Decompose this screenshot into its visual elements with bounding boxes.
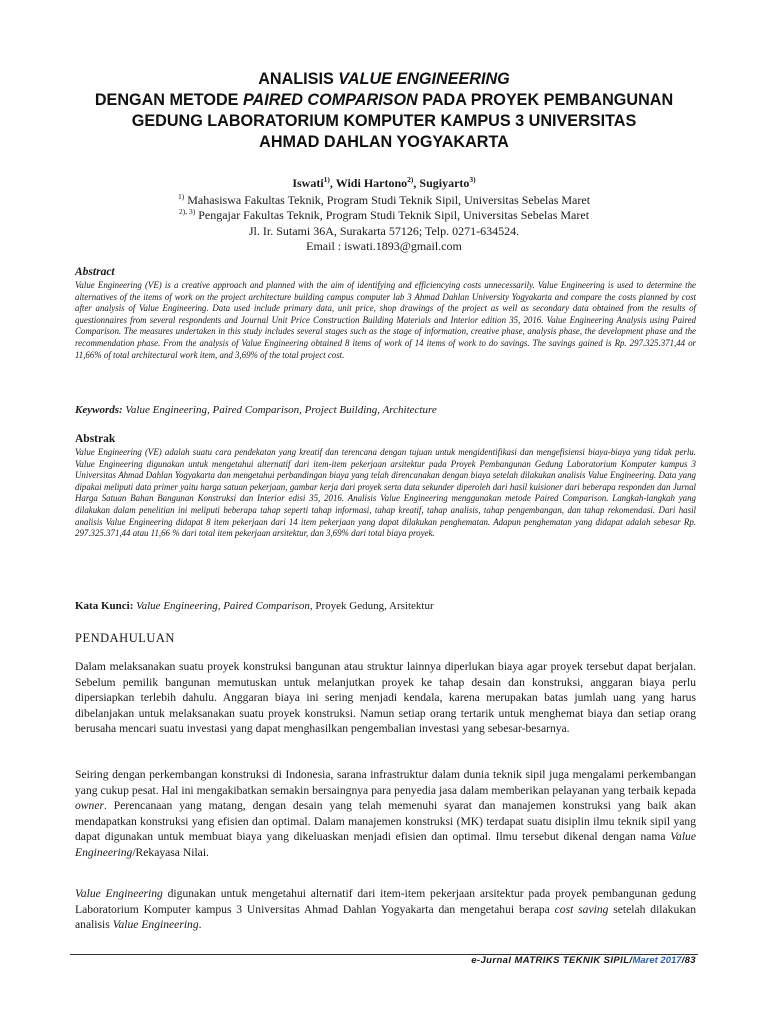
kata-kunci-label: Kata Kunci: [75,600,134,612]
keywords-value: Value Engineering, Paired Comparison, Project Building, Architecture [122,404,437,416]
affiliation-2: $^{2), 3)}$ Pengajar Fakultas Teknik, Program Studi Teknik Sipil, Universitas Sebelas Maret [178,207,590,222]
paragraph-1: Dalam melaksanakan suatu proyek konstruksi bangunan atau struktur lainnya diperlukan biaya agar proyek tersebut dapat berjalan. Sebelum pemilik bangunan memutuskan untuk melanjutkan proyek ke tahap desain dan konstruksi, anggaran biaya perlu dipersiapkan terlebih dahulu. Anggaran biaya ini sering menjadi kendala, karena merupakan batas jumlah uang yang harus dibelanjakan untuk melaksanakan suatu proyek konstruksi. Namun setiap orang tertarik untuk menghemat biaya dan setiap orang berusaha mencari suatu investasi yang dapat menghasilkan pengembalian investasi yang sebesar-besarnya. [75,660,696,736]
affiliation-1: $^{1)}$ Mahasiswa Fakultas Teknik, Program Studi Teknik Sipil, Universitas Sebelas Maret [177,191,591,207]
page-footer [471,955,696,966]
abstrak-heading: Abstrak [75,433,116,445]
paragraph-2: Seiring dengan perkembangan konstruksi di Indonesia, sarana infrastruktur dalam dunia teknik sipil juga mengalami perkembangan yang cukup pesat. Hal ini mengakibatkan semakin bersaingnya para penyedia jasa dalam memberikan pelayanan yang terbaik kepada owner. Perencanaan yang matang, dengan desain yang telah memenuhi syarat dan manajemen konstruksi yang baik akan mendapatkan konstruksi yang efisien dan optimal. Dalam manajemen konstruksi (MK) terdapat suatu disiplin ilmu teknik sipil yang dapat digunakan untuk membuat biaya yang dikeluaskan menjadi efisien dan optimal. Ilmu tersebut dikenal dengan nama Value Engineering/Rekayasa Nilai. [75,768,696,859]
page-number: /83 [681,955,696,966]
title-line-3: GEDUNG LABORATORIUM KOMPUTER KAMPUS 3 UNIVERSITAS [131,112,637,130]
keywords-label: Keywords: [75,404,123,416]
paragraph-3: Value Engineering digunakan untuk mengetahui alternatif dari item-item pekerjaan arsitektur pada proyek pembangunan gedung Laboratorium Komputer kampus 3 Universitas Ahmad Dahlan Yogyakarta dan mengetahui berapa cost saving setelah dilakukan analisis Value Engineering. [75,887,697,932]
title-line-2: DENGAN METODE PAIRED COMPARISON PADA PROYEK PEMBANGUNAN [94,91,674,109]
keywords [75,404,696,416]
author-names: Iswati$^{1)}$, Widi Hartono$^{2)}$, Sugiyarto$^{3)}$ [292,175,476,190]
issue-date: Maret 2017 [632,955,682,966]
abstrak-text: Value Engineering (VE) adalah suatu cara pendekatan yang kreatif dan terencana dengan tujuan untuk mengidentifikasi dan mengefisiensi biaya-biaya yang tidak perlu. Value Engineering digunakan untuk mengetahui alternatif dari item-item pekerjaan arsitektur pada Proyek Pembangunan Gedung Laboratorium Komputer kampus 3 Universitas Ahmad Dahlan Yogyakarta dan mengetahui perbandingan biaya yang telah direncanakan dengan biaya setelah dilakukan analisis Value Engineering. Data yang dipakai meliputi data primer yaitu harga satuan pekerjaan, gambar kerja dari proyek serta data sekunder diperoleh dari hasil kuisioner dari beberapa responden dan Jurnal Harga Satuan Bahan Bangunan Konstruksi dan Interior edisi 35, 2016. Analisis Value Engineering menggunakan metode Paired Comparison. Langkah-langkah yang dilakukan dalam penelitian ini meliputi beberapa tahap seperti tahap informasi, tahap kreatif, tahap analisis, tahap pengembangan, dan tahap rekomendasi. Dari hasil analisis Value Engineering didapat 8 item pekerjaan dari 14 item pekerjaan yang dapat dilakukan penghematan. Adapun penghematan yang didapat adalah sebesar Rp. 297.325.371,44 atau 11,66 % dari total item pekerjaan arsitektur, dan 3,69% dari total biaya proyek. [75,447,696,539]
title-line-4: AHMAD DAHLAN YOGYAKARTA [259,133,509,151]
abstract-heading: Abstract [75,266,115,278]
kata-kunci: Kata Kunci: Value Engineering, Paired Comparison, Proyek Gedung, Arsitektur [75,600,434,612]
section-heading: PENDAHULUAN [75,631,175,645]
address: Jl. Ir. Sutami 36A, Surakarta 57126; Telp. 0271-634524. [248,223,520,238]
journal-name: e-Jurnal MATRIKS TEKNIK SIPIL/ [471,955,633,966]
author-block [70,176,698,255]
email[interactable]: Email : iswati.1893@gmail.com [306,239,462,253]
title-line-1: ANALISIS VALUE ENGINEERING [258,70,510,88]
paper-title [70,69,698,153]
abstract-text: Value Engineering (VE) is a creative approach and planned with the aim of identifying and efficiencying costs unnecessarily. Value Engineering is used to determine the alternatives of the items of work on the project architecture building campus computer lab 3 Ahmad Dahlan University Yogyakarta and compare the costs planned by cost after analysis of Value Engineering. Data used include primary data, unit price, shop drawings of the project as well as secondary data obtained from the results of questionnaires from several respondents and Journal Unit Price Construction Building Materials and Interior edition 35, 2016. Value Engineering Analysis using Paired Comparison. The measures undertaken in this study includes several stages such as the stage of information, creative phase, analysis phase, the development phase and the recommendation phase. From the analysis of Value Engineering obtained 8 items of work of 14 items of work to do savings. The savings gained is Rp. 297.325.371,44 or 11,66% of total architectural work item, and 3,69% of the total project cost. [75,280,696,360]
